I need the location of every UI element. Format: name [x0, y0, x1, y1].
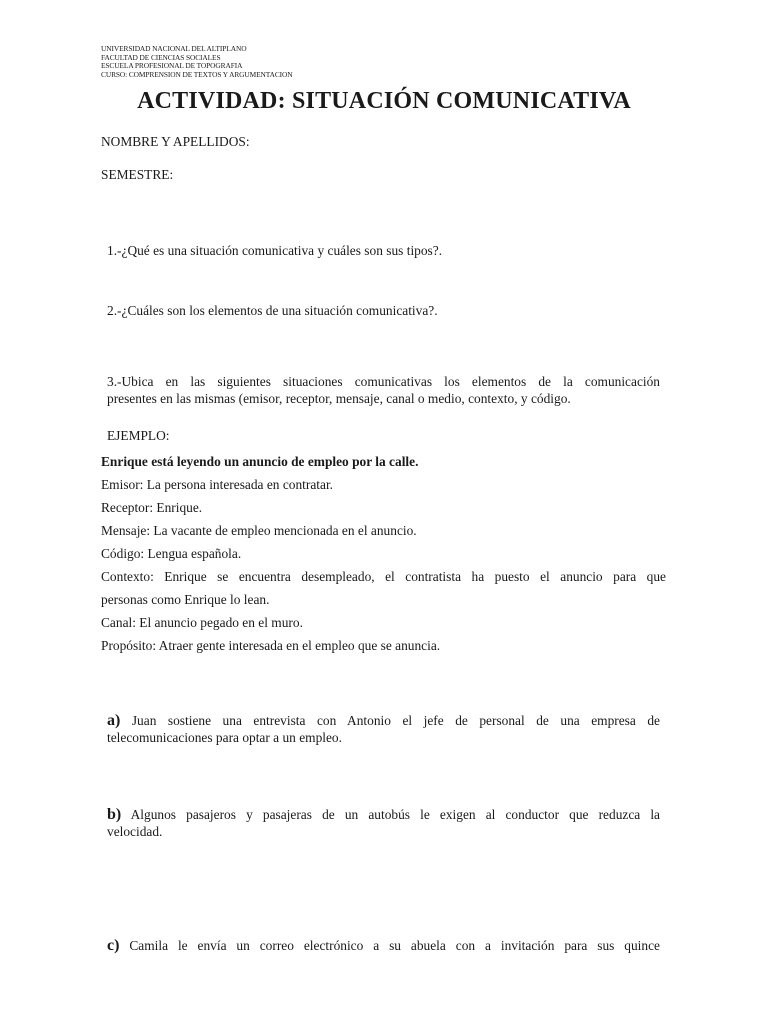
- example-canal: Canal: El anuncio pegado en el muro.: [101, 615, 303, 630]
- situation-c-letter: c): [107, 937, 120, 954]
- example-block: [101, 450, 666, 657]
- situation-b-letter: b): [107, 806, 122, 823]
- situation-b-text: Algunos pasajeros y pasajeras de un autobús le exigen al conductor que reduzca la: [130, 807, 660, 822]
- example-contexto-line-2: personas como Enrique lo lean.: [101, 592, 270, 607]
- situation-c-text: Camila le envía un correo electrónico a su abuela con a invitación para sus quince: [129, 938, 660, 953]
- semester-field-label: SEMESTRE:: [101, 167, 174, 182]
- situation-c: [107, 937, 660, 954]
- example-codigo: Código: Lengua española.: [101, 546, 242, 561]
- example-mensaje: Mensaje: La vacante de empleo mencionada en el anuncio.: [101, 523, 417, 538]
- situation-c-line-1: [107, 937, 660, 954]
- example-proposito: Propósito: Atraer gente interesada en el empleo que se anuncia.: [101, 638, 441, 653]
- question-3-line-1: 3.-Ubica en las siguientes situaciones comunicativas los elementos de la comunicación: [107, 374, 660, 389]
- question-1: 1.-¿Qué es una situación comunicativa y cuáles son sus tipos?.: [107, 243, 443, 258]
- question-2: 2.-¿Cuáles son los elementos de una situación comunicativa?.: [107, 303, 438, 318]
- situation-a-letter: a): [107, 712, 121, 729]
- situation-a-line-2: telecomunicaciones para optar a un empleo.: [107, 730, 342, 745]
- situation-a-line-1: [107, 712, 660, 729]
- header-course: CURSO: COMPRENSION DE TEXTOS Y ARGUMENTACION: [101, 69, 293, 79]
- question-3-line-2: presentes en las mismas (emisor, receptor, mensaje, canal o medio, contexto, y código.: [107, 391, 571, 406]
- header-faculty: FACULTAD DE CIENCIAS SOCIALES: [101, 52, 221, 62]
- example-heading: Enrique está leyendo un anuncio de empleo por la calle.: [101, 454, 419, 469]
- question-3: [107, 373, 660, 407]
- name-field-label: NOMBRE Y APELLIDOS:: [101, 134, 250, 149]
- header-school: ESCUELA PROFESIONAL DE TOPOGRAFIA: [101, 61, 243, 71]
- situation-b-line-1: [107, 806, 660, 823]
- situation-b-line-2: velocidad.: [107, 824, 163, 839]
- situation-b: [107, 806, 660, 840]
- situation-a-text: Juan sostiene una entrevista con Antonio el jefe de personal de una empresa de: [131, 713, 660, 728]
- example-contexto-line-1: Contexto: Enrique se encuentra desempleado, el contratista ha puesto el anuncio para que: [101, 569, 666, 584]
- institution-header: [101, 45, 293, 79]
- example-receptor: Receptor: Enrique.: [101, 500, 203, 515]
- example-label: EJEMPLO:: [107, 428, 170, 443]
- example-emisor: Emisor: La persona interesada en contratar.: [101, 477, 334, 492]
- header-university: UNIVERSIDAD NACIONAL DEL ALTIPLANO: [101, 44, 247, 53]
- page-title: ACTIVIDAD: SITUACIÓN COMUNICATIVA: [137, 88, 631, 114]
- situation-a: [107, 712, 660, 746]
